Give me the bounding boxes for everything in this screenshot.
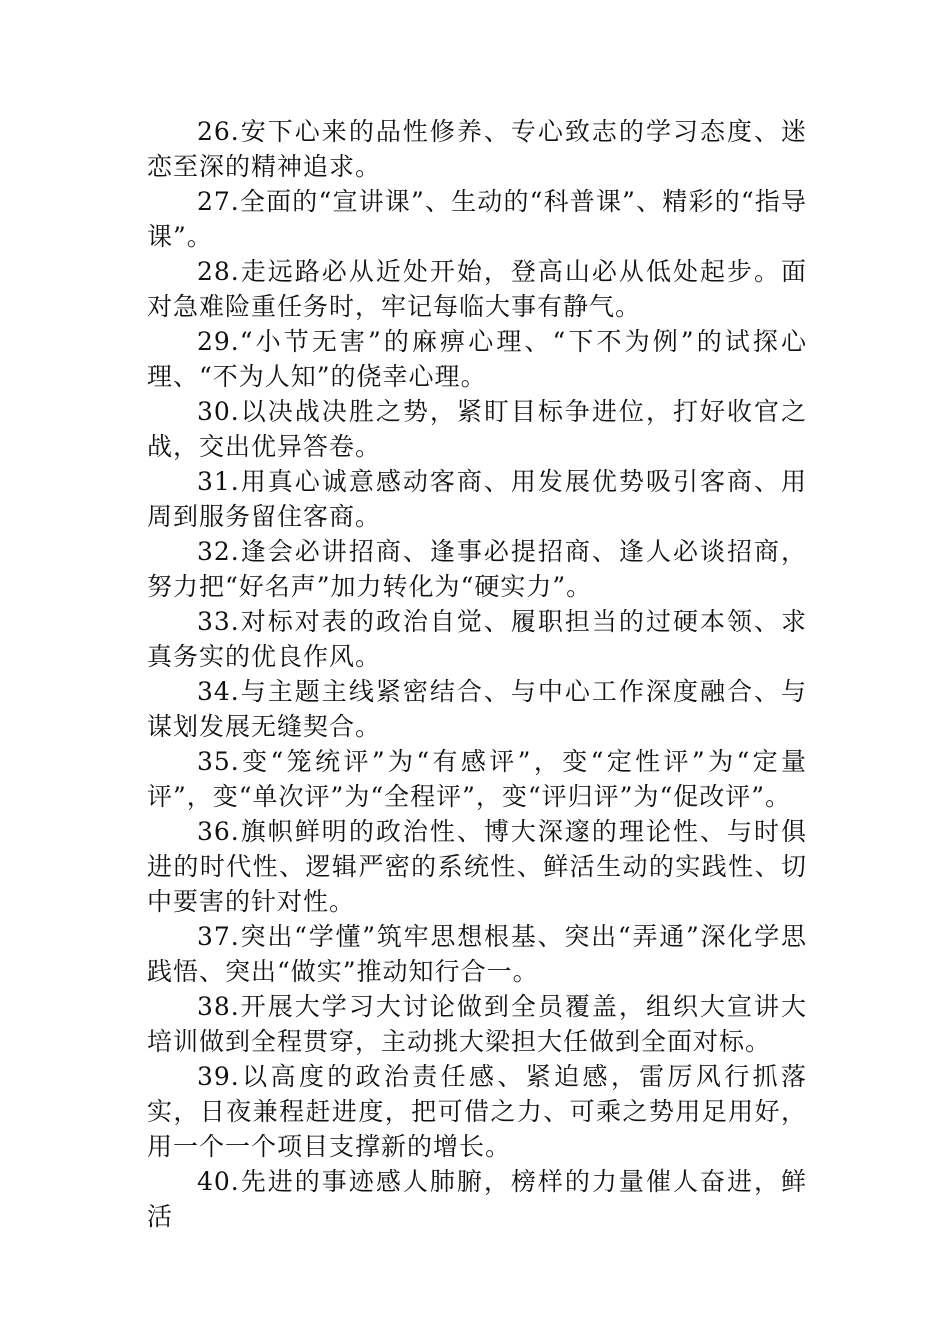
paragraph-28: 28.走远路必从近处开始，登高山必从低处起步。面对急难险重任务时，牢记每临大事有静气。 [147,257,807,321]
paragraph-33: 33.对标对表的政治自觉、履职担当的过硬本领、求真务实的优良作风。 [147,607,807,671]
paragraph-39: 39.以高度的政治责任感、紧迫感，雷厉风行抓落实，日夜兼程赶进度，把可借之力、可乘之势用足用好，用一个一个项目支撑新的增长。 [147,1062,807,1161]
paragraph-40: 40.先进的事迹感人肺腑，榜样的力量催人奋进，鲜活 [147,1167,807,1231]
paragraph-35: 35.变“笼统评”为“有感评”，变“定性评”为“定量评”，变“单次评”为“全程评”，变“评归评”为“促改评”。 [147,747,807,811]
document-body [147,114,807,1234]
paragraph-38: 38.开展大学习大讨论做到全员覆盖，组织大宣讲大培训做到全程贯穿，主动挑大梁担大任做到全面对标。 [147,992,807,1056]
paragraph-30: 30.以决战决胜之势，紧盯目标争进位，打好收官之战，交出优异答卷。 [147,397,807,461]
paragraph-32: 32.逢会必讲招商、逢事必提招商、逢人必谈招商，努力把“好名声”加力转化为“硬实力”。 [147,537,807,601]
paragraph-29: 29.“小节无害”的麻痹心理、“下不为例”的试探心理、“不为人知”的侥幸心理。 [147,327,807,391]
paragraph-37: 37.突出“学懂”筑牢思想根基、突出“弄通”深化学思践悟、突出“做实”推动知行合一。 [147,922,807,986]
paragraph-26: 26.安下心来的品性修养、专心致志的学习态度、迷恋至深的精神追求。 [147,117,807,181]
paragraph-34: 34.与主题主线紧密结合、与中心工作深度融合、与谋划发展无缝契合。 [147,677,807,741]
paragraph-36: 36.旗帜鲜明的政治性、博大深邃的理论性、与时俱进的时代性、逻辑严密的系统性、鲜活生动的实践性、切中要害的针对性。 [147,817,807,916]
paragraph-31: 31.用真心诚意感动客商、用发展优势吸引客商、用周到服务留住客商。 [147,467,807,531]
paragraph-27: 27.全面的“宣讲课”、生动的“科普课”、精彩的“指导课”。 [147,187,807,251]
